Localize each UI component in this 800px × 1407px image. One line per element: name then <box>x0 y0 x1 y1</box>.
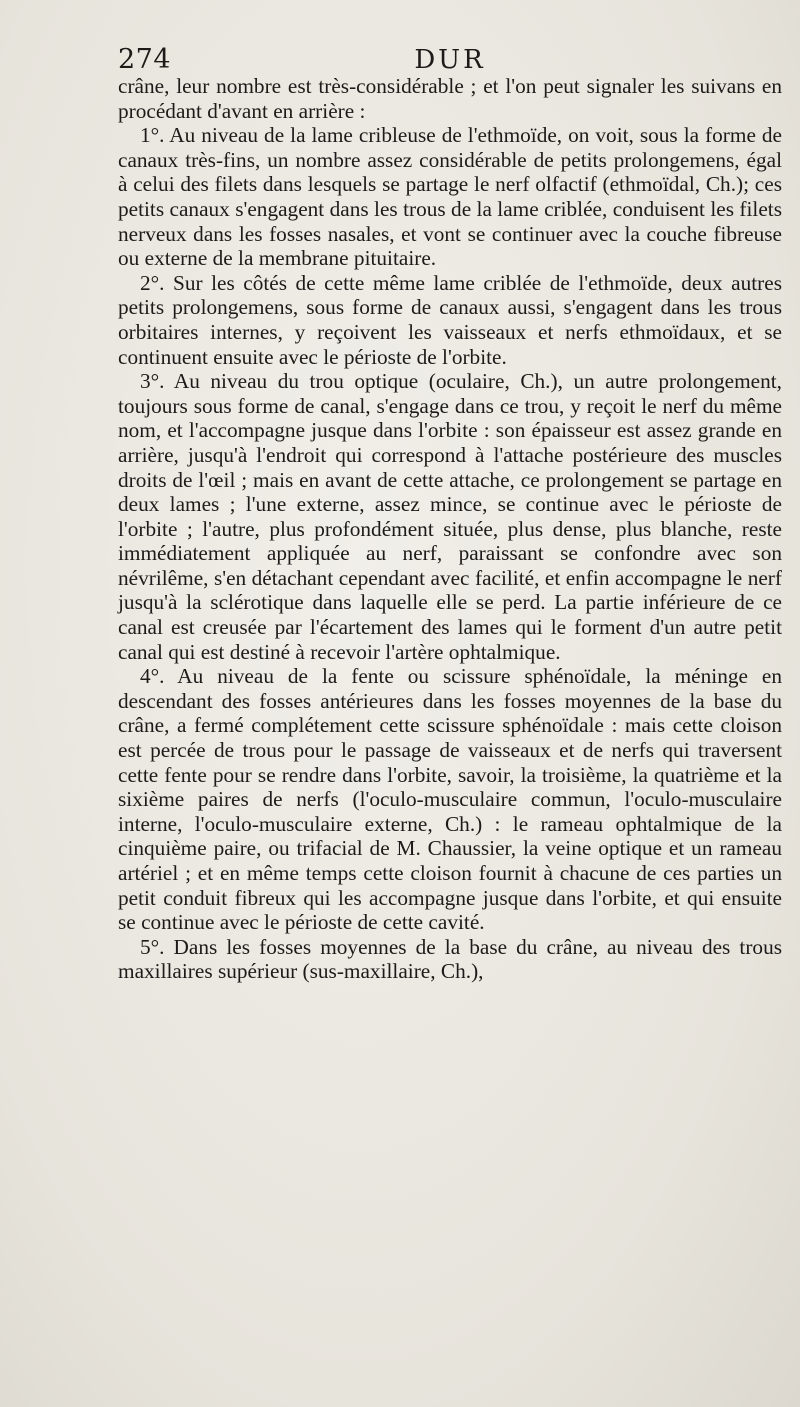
page-number: 274 <box>118 44 172 75</box>
paragraph-item-3: 3°. Au niveau du trou optique (oculaire, Ch.), un autre prolongement, toujours sous forme de canal, s'engage dans ce trou, y reçoit le nerf du même nom, et l'accompagne jusque dans l'orbite : son épaisseur est assez grande en arrière, jusqu'à l'endroit qui correspond à l'attache postérieure des muscles droits de l'œil ; mais en avant de cette attache, ce prolongement se partage en deux lames ; l'une externe, assez mince, se continue avec le périoste de l'orbite ; l'autre, plus profondément située, plus dense, plus blanche, reste immédiatement appliquée au nerf, paraissant se confondre avec son névrilême, s'en détachant cependant avec facilité, et enfin accompagne le nerf jusqu'à la sclérotique dans laquelle elle se perd. La partie inférieure de ce canal est creusée par l'écartement des lames qui le forment d'un autre petit canal qui est destiné à recevoir l'artère ophtalmique. <box>118 369 782 664</box>
paragraph-continuation: crâne, leur nombre est très-considérable ; et l'on peut signaler les suivans en procédant d'avant en arrière : <box>118 74 782 123</box>
paragraph-item-5: 5°. Dans les fosses moyennes de la base du crâne, au niveau des trous maxillaires supérieur (sus-maxillaire, Ch.), <box>118 934 782 984</box>
body-text <box>118 74 782 984</box>
paragraph-item-4: 4°. Au niveau de la fente ou scissure sphénoïdale, la méninge en descendant des fosses antérieures dans les fosses moyennes de la base du crâne, a fermé complétement cette scissure sphénoïdale : mais cette cloison est percée de trous pour le passage de vaisseaux et de nerfs qui traversent cette fente pour se rendre dans l'orbite, savoir, la troisième, la quatrième et la sixième paires de nerfs (l'oculo-musculaire commun, l'oculo-musculaire interne, l'oculo-musculaire externe, Ch.) : le rameau ophtalmique de la cinquième paire, ou trifacial de M. Chaussier, la veine optique et un rameau artériel ; et en même temps cette cloison fournit à chacune de ces parties un petit conduit fibreux qui les accompagne jusque dans l'orbite, et qui ensuite se continue avec le périoste de cette cavité. <box>118 664 782 935</box>
running-head: DUR <box>414 45 486 75</box>
paragraph-item-1: 1°. Au niveau de la lame cribleuse de l'ethmoïde, on voit, sous la forme de canaux très-fins, un nombre assez considérable de petits prolongemens, égal à celui des filets dans lesquels se partage le nerf olfactif (ethmoïdal, Ch.); ces petits canaux s'engagent dans les trous de la lame criblée, conduisent les filets nerveux dans les fosses nasales, et vont se continuer avec la couche fibreuse ou externe de la membrane pituitaire. <box>118 123 782 271</box>
paragraph-item-2: 2°. Sur les côtés de cette même lame criblée de l'ethmoïde, deux autres petits prolongemens, sous forme de canaux aussi, s'engagent dans les trous orbitaires internes, y reçoivent les vaisseaux et nerfs ethmoïdaux, et se continuent ensuite avec le périoste de l'orbite. <box>118 270 782 369</box>
